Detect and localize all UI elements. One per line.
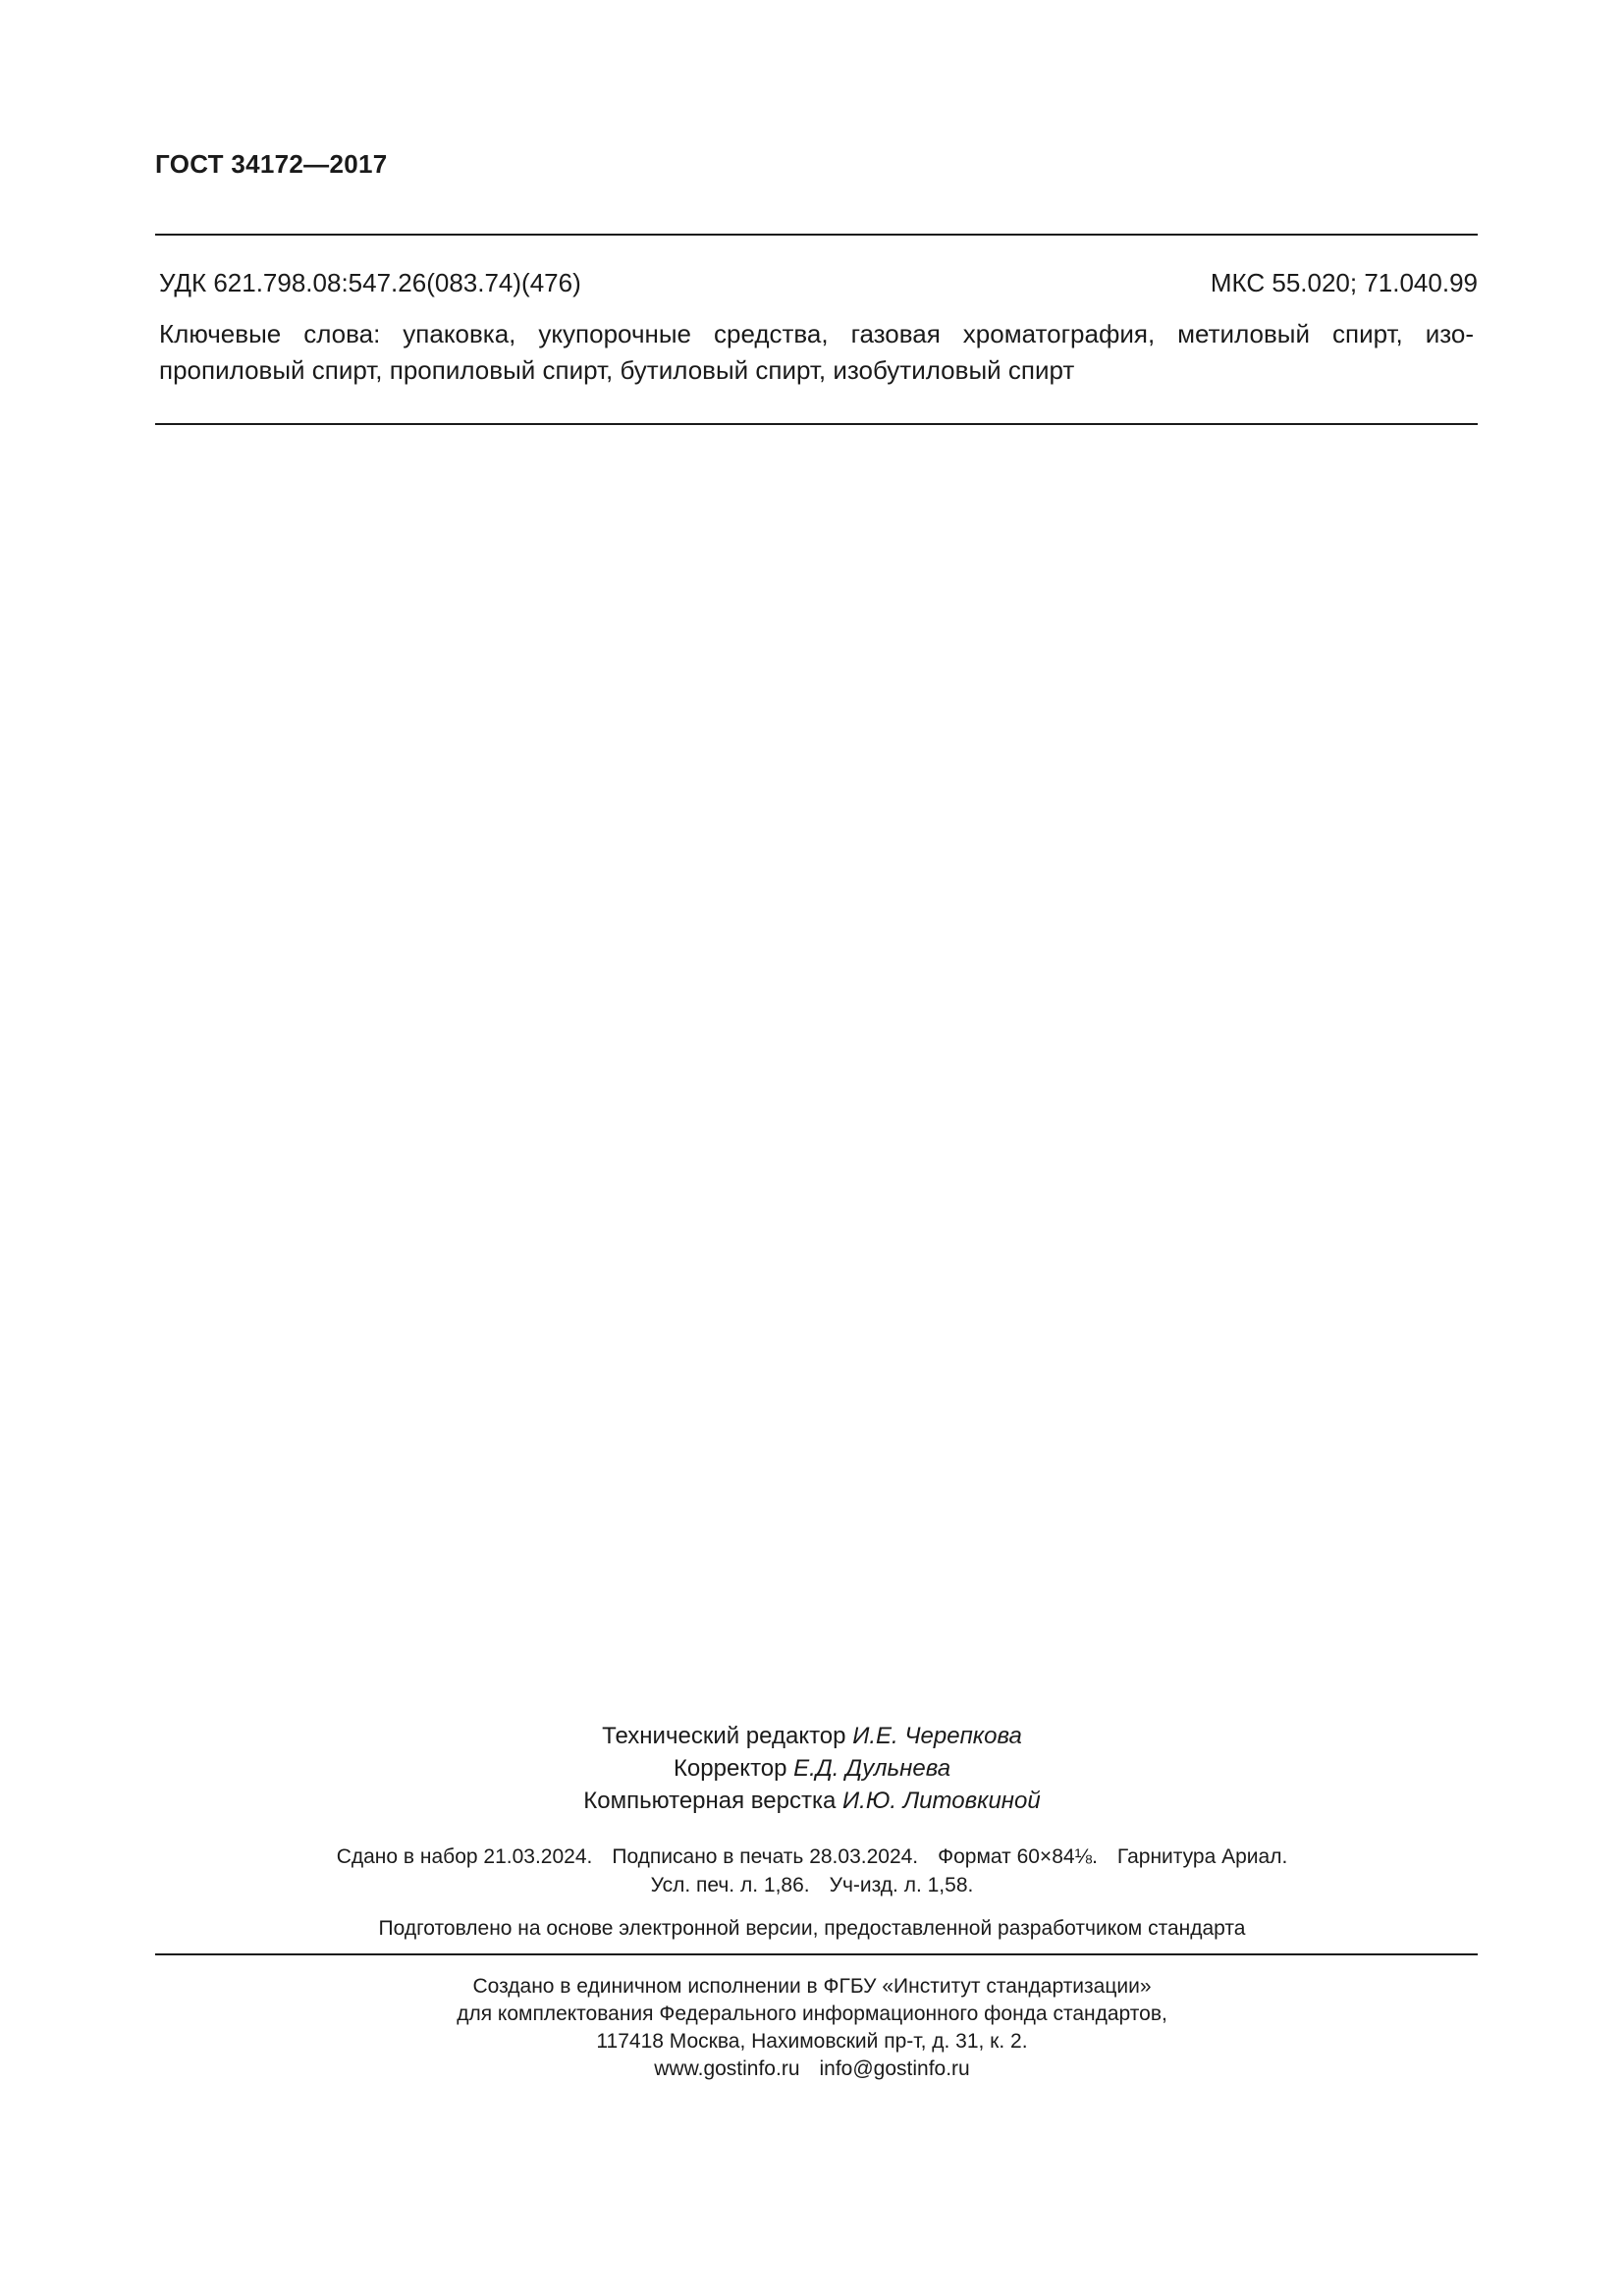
keywords-block — [159, 316, 1474, 389]
keywords-divider — [155, 423, 1478, 425]
layout-name: И.Ю. Литовкиной — [842, 1788, 1041, 1814]
prepared-note: Подготовлено на основе электронной версии, предоставленной разработчиком стандарта — [378, 1917, 1246, 1940]
footer-divider — [155, 1953, 1478, 1955]
footer-line-2: для комплектования Федерального информационного фонда стандартов, — [457, 2002, 1167, 2025]
corrector-line — [0, 1752, 1624, 1785]
corrector-role: Корректор — [673, 1755, 787, 1782]
layout-role: Компьютерная верстка — [583, 1788, 837, 1814]
footer-line-3: 117418 Москва, Нахимовский пр-т, д. 31, к. 2. — [596, 2030, 1028, 2053]
layout-line — [0, 1785, 1624, 1817]
imprint-typeset: Сдано в набор 21.03.2024. — [336, 1845, 593, 1868]
imprint-format: Формат 60×84⅛. — [938, 1845, 1098, 1868]
document-code: ГОСТ 34172—2017 — [155, 149, 388, 179]
credits-block — [0, 1720, 1624, 1817]
corrector-name: Е.Д. Дульнева — [793, 1755, 951, 1782]
top-divider — [155, 234, 1478, 236]
keywords-line-1: Ключевые слова: упаковка, укупорочные средства, газовая хроматография, метиловый спирт, изо- — [159, 319, 1474, 348]
udk-classification: УДК 621.798.08:547.26(083.74)(476) — [159, 268, 581, 297]
imprint-typeface: Гарнитура Ариал. — [1116, 1845, 1288, 1868]
tech-editor-line — [0, 1720, 1624, 1752]
imprint-print-sheets: Усл. печ. л. 1,86. — [650, 1874, 810, 1896]
mks-classification: МКС 55.020; 71.040.99 — [1210, 268, 1478, 297]
footer-contacts — [0, 2056, 1624, 2083]
email-link[interactable]: info@gostinfo.ru — [819, 2057, 970, 2080]
footer-line-1: Создано в единичном исполнении в ФГБУ «Институт стандартизации» — [472, 1975, 1152, 1998]
tech-editor-name: И.Е. Черепкова — [852, 1723, 1022, 1749]
footer-block — [0, 1973, 1624, 2083]
website-link[interactable]: www.gostinfo.ru — [654, 2057, 800, 2080]
imprint-publisher-sheets: Уч-изд. л. 1,58. — [829, 1874, 974, 1896]
keywords-line-2: пропиловый спирт, пропиловый спирт, бутиловый спирт, изобутиловый спирт — [159, 355, 1075, 385]
tech-editor-role: Технический редактор — [602, 1723, 846, 1749]
imprint-signed: Подписано в печать 28.03.2024. — [612, 1845, 919, 1868]
imprint-line-2 — [0, 1871, 1624, 1899]
imprint-block — [0, 1842, 1624, 1899]
imprint-line-1 — [0, 1842, 1624, 1871]
